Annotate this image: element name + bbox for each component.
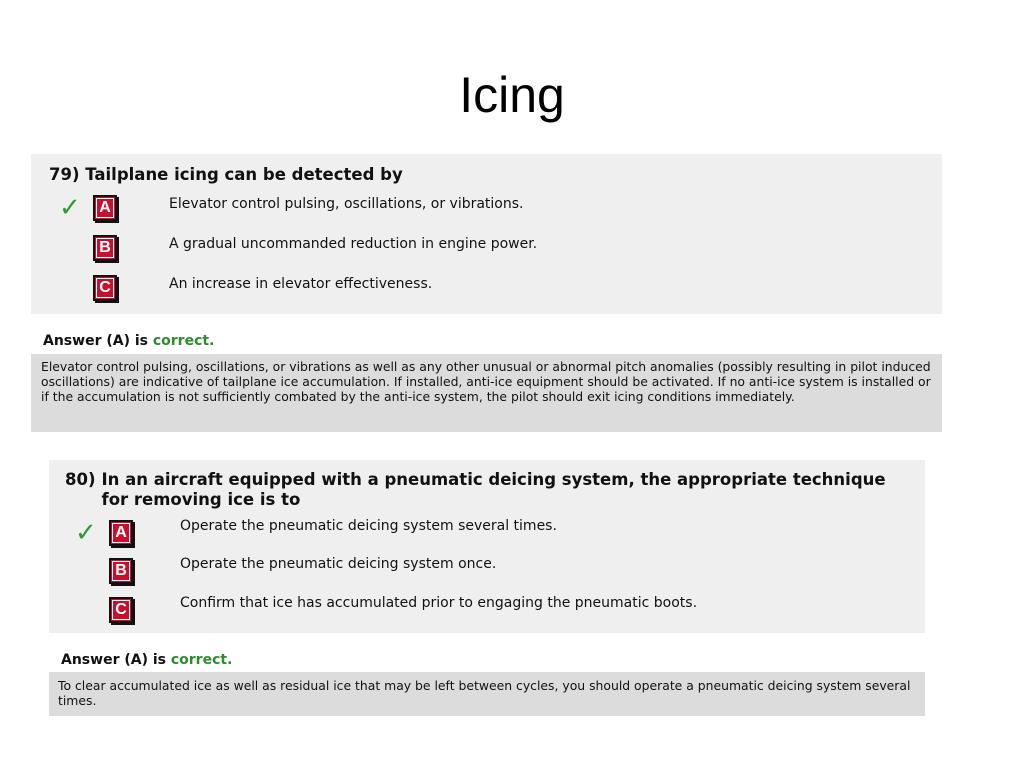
option-text: Operate the pneumatic deicing system several times. [180,518,557,534]
answer-status: correct. [170,652,233,668]
option-text: A gradual uncommanded reduction in engine power. [169,236,538,252]
slide-title: Icing [459,67,565,123]
answer-prefix: Answer (A) is [61,652,166,668]
option-text: Elevator control pulsing, oscillations, or vibrations. [169,196,524,212]
option-letter-badge: A [109,520,133,546]
explanation-79: Elevator control pulsing, oscillations, or vibrations as well as any other unusual or abnormal pitch anomalies (possibly resulting in pilot induced oscillations) are indicative of tailplane ice accumulation. If installed, anti-ice equipment should be activated. If no anti-ice system is installed or if the accumulation is not sufficiently combated by the anti-ice system, the pilot should exit icing conditions immediately. [31,354,942,432]
answer-line-79 [43,332,214,350]
option-letter-badge: B [93,235,117,261]
explanation-80: To clear accumulated ice as well as residual ice that may be left between cycles, you should operate a pneumatic deicing system several times. [49,672,925,716]
option-text: Operate the pneumatic deicing system once. [180,556,497,572]
checkmark-icon: ✓ [75,518,97,548]
question-number: 79) [49,165,80,184]
option-letter-badge: B [109,558,133,584]
answer-status: correct. [152,333,215,349]
question-text: In an aircraft equipped with a pneumatic deicing system, the appropriate technique for removing ice is to [101,470,886,509]
question-title [49,165,929,185]
question-title [65,470,915,510]
option-letter-badge: C [93,275,117,301]
checkmark-icon: ✓ [59,193,81,223]
question-card-80 [49,460,925,633]
question-text: Tailplane icing can be detected by [85,165,403,184]
option-text: Confirm that ice has accumulated prior to engaging the pneumatic boots. [180,595,698,611]
question-card-79 [31,154,942,314]
answer-line-80 [61,651,232,669]
option-letter-badge: C [109,597,133,623]
question-number: 80) [65,470,96,489]
option-letter-badge: A [93,195,117,221]
answer-prefix: Answer (A) is [43,333,148,349]
option-text: An increase in elevator effectiveness. [169,276,433,292]
